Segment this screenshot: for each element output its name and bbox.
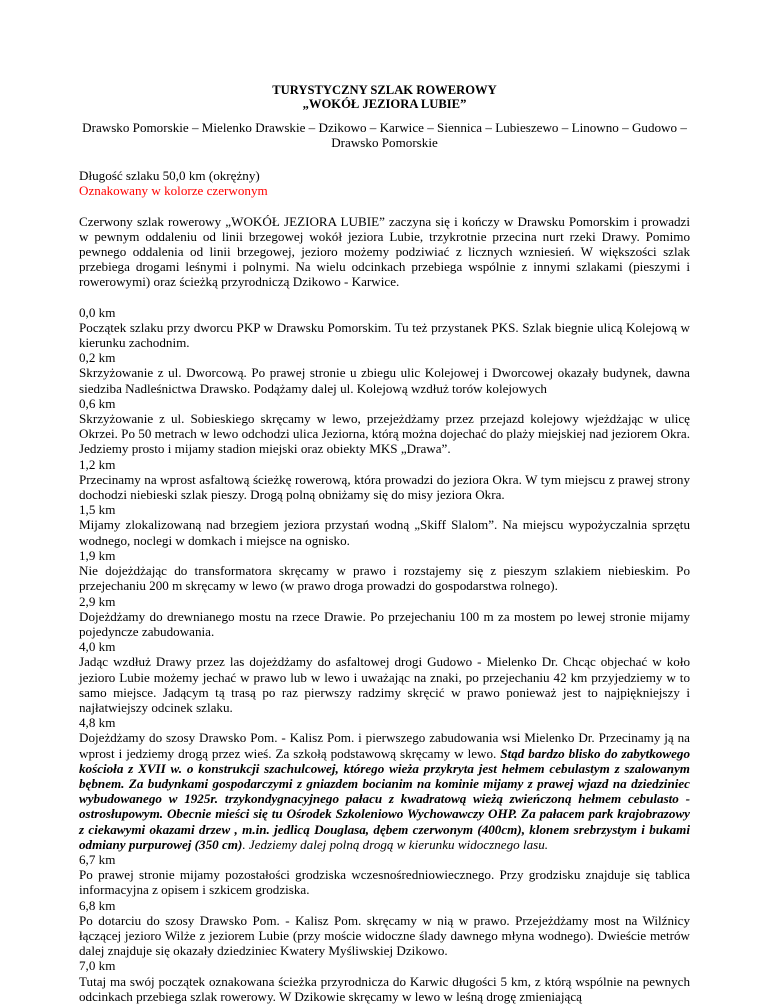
entry-km: 7,0 km — [79, 958, 116, 974]
entry-text: Skrzyżowanie z ul. Sobieskiego skręcamy w lewo, przejeżdżamy przez przejazd kolejowy wjeżdżając w ulicę Okrzei. Po 50 metrach w lewo odchodzi ulica Jeziorna, którą można dojechać do plaży miejskiej nad jeziorem Okra. Jedziemy prosto i mijamy stadion miejski oraz obiekty MKS „Drawa”. — [79, 411, 690, 457]
entry-text: Skrzyżowanie z ul. Dworcową. Po prawej stronie u zbiegu ulic Kolejowej i Dworcowej okazały budynek, dawna siedziba Nadleśnictwa Drawsko. Podążamy dalej ul. Kolejową wzdłuż torów kolejowych — [79, 365, 690, 396]
entry-km: 0,6 km — [79, 395, 116, 411]
entry-text-after: . Jedziemy dalej polną drogą w kierunku widocznego lasu. — [242, 836, 549, 852]
trail-marking: Oznakowany w kolorze czerwonym — [79, 183, 268, 199]
document-title-line2: „WOKÓŁ JEZIORA LUBIE” — [302, 97, 467, 112]
document-page — [79, 83, 690, 1004]
trail-length: Długość szlaku 50,0 km (okrężny) — [79, 168, 260, 184]
entry-text: Przecinamy na wprost asfaltową ścieżkę rowerową, która prowadzi do jeziora Okra. W tym miejscu z prawej strony dochodzi niebieski szlak pieszy. Drogą polną obniżamy się do misy jeziora Okra. — [79, 471, 690, 503]
entry-km: 1,5 km — [79, 502, 116, 518]
entry-text: Po prawej stronie mijamy pozostałości grodziska wczesnośredniowiecznego. Przy grodzisku znajduje się tablica informacyjna z opisem i szkicem grodziska. — [79, 867, 690, 898]
entry-text: Mijamy zlokalizowaną nad brzegiem jeziora przystań wodną „Skiff Slalom”. Na miejscu wypożyczalnia sprzętu wodnego, noclegi w domkach i miejsce na ognisko. — [79, 517, 690, 548]
entry-km: 4,8 km — [79, 715, 116, 731]
document-title-line1: TURYSTYCZNY SZLAK ROWEROWY — [272, 83, 497, 97]
entry-text: Początek szlaku przy dworcu PKP w Drawsku Pomorskim. Tu też przystanek PKS. Szlak biegnie ulicą Kolejową w kierunku zachodnim. — [79, 319, 690, 351]
entry-text-mixed — [79, 730, 690, 852]
entry-km: 2,9 km — [79, 593, 116, 609]
entry-text: Dojeżdżamy do drewnianego mostu na rzece Drawie. Po przejechaniu 100 m za mostem po lewej stronie mijamy pojedyncze zabudowania. — [79, 608, 690, 639]
entry-km: 6,7 km — [79, 851, 116, 867]
entry-text-plain: Dojeżdżamy do szosy Drawsko Pom. - Kalisz Pom. i pierwszego zabudowania wsi Mielenko Dr. Przecinamy ją na wprost i jedziemy drogą przez wieś. Za szkołą podstawową skręcamy w lewo. — [79, 730, 690, 761]
entry-km: 1,2 km — [79, 456, 116, 472]
entry-km: 6,8 km — [79, 897, 116, 913]
entry-km: 0,0 km — [79, 304, 116, 320]
entry-km: 4,0 km — [79, 639, 116, 655]
entry-km: 1,9 km — [79, 547, 116, 563]
entry-text: Po dotarciu do szosy Drawsko Pom. - Kalisz Pom. skręcamy w nią w prawo. Przejeżdżamy most na Wilźnicy łączącej jezioro Wilże z jeziorem Lubie (przy moście widoczne ślady dawnego młyna wodnego). Dwieście metrów dalej znajduje się okazały dziedziniec Kwatery Myśliwskiej Dzikowo. — [79, 912, 690, 959]
entry-text: Nie dojeżdżając do transformatora skręcamy w prawo i rozstajemy się z pieszym szlakiem niebieskim. Po przejechaniu 200 m skręcamy w lewo (w prawo droga prowadzi do gospodarstwa rolnego). — [79, 563, 690, 594]
entry-text: Jadąc wzdłuż Drawy przez las dojeżdżamy do asfaltowej drogi Gudowo - Mielenko Dr. Chcąc objechać w koło jezioro Lubie możemy jechać w prawo lub w lewo i uważając na znaki, po przejechaniu 42 km przyjedziemy w to samo miejsce. Jadącym tą trasą po raz pierwszy radzimy skręcić w prawo ponieważ jest to najpiękniejszy i najłatwiejszy odcinek szlaku. — [79, 654, 690, 715]
route-description: Drawsko Pomorskie – Mielenko Drawskie – Dzikowo – Karwice – Siennica – Lubieszewo – Linowno – Gudowo – Drawsko Pomorskie — [82, 119, 687, 151]
intro-paragraph: Czerwony szlak rowerowy „WOKÓŁ JEZIORA LUBIE” zaczyna się i kończy w Drawsku Pomorskim i prowadzi w pewnym oddaleniu od linii brzegowej wokół jeziora Lubie, trzykrotnie przecina nurt rzeki Drawy. Pomimo pewnego oddalenia od linii brzegowej, jezioro możemy podziwiać z licznych wzniesień. W większości szlak przebiega drogami leśnymi i polnymi. Na wielu odcinkach przebiega wspólnie z innymi szlakami (pieszymi i rowerowymi) oraz ścieżką przyrodniczą Dzikowo - Karwice. — [79, 213, 690, 290]
route-entries — [79, 305, 690, 1004]
entry-text: Tutaj ma swój początek oznakowana ścieżka przyrodnicza do Karwic długości 5 km, z którą wspólnie na pewnych odcinkach przebiega szlak rowerowy. W Dzikowie skręcamy w lewo w leśną drogę zmieniającą — [79, 973, 690, 1004]
entry-km: 0,2 km — [79, 350, 116, 366]
entry-text-bold-italic: Stąd bardzo blisko do zabytkowego kościoła z XVII w. o konstrukcji szachulcowej, którego wieża przykryta jest hełmem cebulastym z szalowanym bębnem. Za budynkami gospodarczymi z gniazdem bocianim na kominie mijamy z prawej wjazd na dziedziniec wybudowanego w 1925r. trzykondygnacyjnego pałacu z kwadratową wieżą zwieńczoną hełmem cebulasto - ostrosłupowym. Obecnie mieści się tu Ośrodek Szkoleniowo Wychowawczy OHP. Za pałacem park krajobrazowy z ciekawymi okazami drzew , m.in. jedlicą Douglasa, dębem czerwonym (400cm), klonem srebrzystym i bukami odmiany purpurowej (350 cm) — [79, 745, 690, 852]
